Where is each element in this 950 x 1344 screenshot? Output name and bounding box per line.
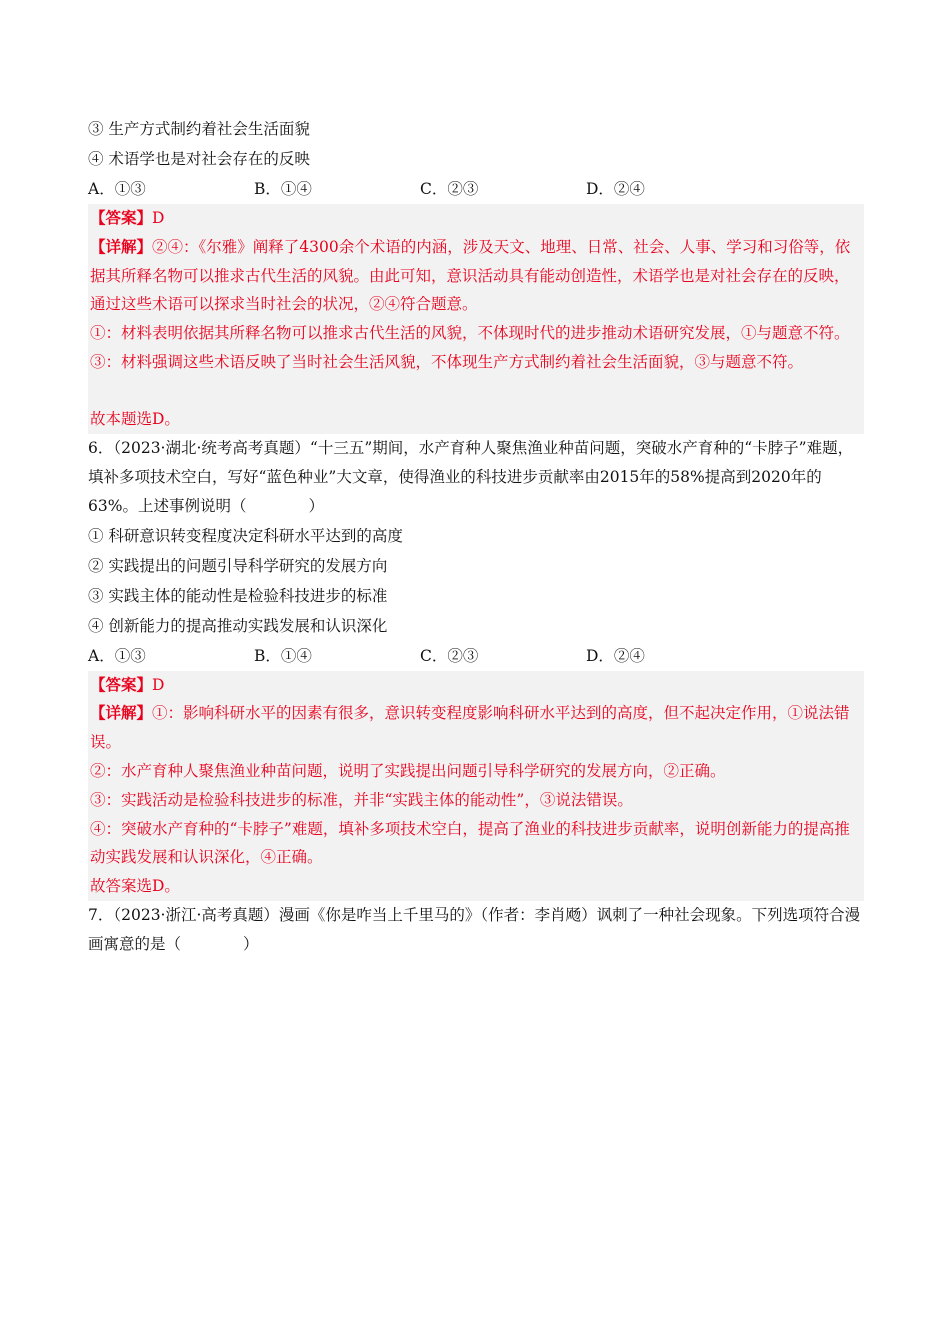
q5-options bbox=[88, 174, 864, 204]
q5-statement-3: ③ 生产方式制约着社会生活面貌 bbox=[88, 120, 310, 138]
q6-detail-p1: ①：影响科研水平的因素有很多，意识转变程度影响科研水平达到的高度，但不起决定作用，①说法错误。 bbox=[90, 704, 850, 752]
q7-stem: 7．（2023·浙江·高考真题）漫画《你是咋当上千里马的》（作者：李肖飏）讽刺了一种社会现象。下列选项符合漫画寓意的是（ ） bbox=[88, 905, 861, 953]
q5-statement-4: ④ 术语学也是对社会存在的反映 bbox=[88, 150, 310, 168]
q6-option-a: A．①③ bbox=[88, 646, 146, 665]
q6-statement-3: ③ 实践主体的能动性是检验科技进步的标准 bbox=[88, 586, 388, 605]
q5-option-c: C．②③ bbox=[420, 180, 479, 198]
q6-detail-p3: ③：实践活动是检验科技进步的标准，并非“实践主体的能动性”，③说法错误。 bbox=[90, 790, 633, 809]
q6-detail-p2: ②：水产育种人聚焦渔业种苗问题，说明了实践提出问题引导科学研究的发展方向，②正确。 bbox=[90, 761, 726, 780]
q6-detail-p4: ④：突破水产育种的“卡脖子”难题，填补多项技术空白，提高了渔业的科技进步贡献率，说明创新能力的提高推动实践发展和认识深化，④正确。 bbox=[90, 819, 850, 867]
q5-answer-label: 【答案】 bbox=[90, 208, 153, 227]
q6-option-d: D．②④ bbox=[586, 646, 645, 665]
q6-answer-value: D bbox=[152, 675, 165, 694]
q5-detail-p3: ③：材料强调这些术语反映了当时社会生活风貌，不体现生产方式制约着社会生活面貌，③与题意不符。 bbox=[90, 352, 804, 371]
q6-answer-label: 【答案】 bbox=[90, 674, 153, 694]
q6-stem: 6．（2023·湖北·统考高考真题）“十三五”期间，水产育种人聚焦渔业种苗问题，突破水产育种的“卡脖子”难题，填补多项技术空白，写好“蓝色种业”大文章，使得渔业的科技进步贡献率由2015年的58%提高到2020年的63%。上述事例说明（ ） bbox=[88, 438, 854, 515]
q6-statement-1: ① 科研意识转变程度决定科研水平达到的高度 bbox=[88, 526, 403, 545]
q6-conclusion: 故答案选D。 bbox=[90, 877, 180, 896]
q6-answer-block bbox=[88, 671, 864, 901]
q5-option-d: D．②④ bbox=[586, 180, 645, 198]
q6-options bbox=[88, 641, 864, 671]
q5-detail-p2: ①：材料表明依据其所释名物可以推求古代生活的风貌，不体现时代的进步推动术语研究发展，①与题意不符。 bbox=[90, 324, 850, 343]
q5-option-a: A．①③ bbox=[88, 180, 146, 198]
q5-answer-block bbox=[88, 204, 864, 434]
q5-conclusion: 故本题选D。 bbox=[90, 409, 180, 428]
q6-statement-2: ② 实践提出的问题引导科学研究的发展方向 bbox=[88, 556, 388, 575]
q5-answer-value: D bbox=[152, 209, 165, 227]
q6-statement-4: ④ 创新能力的提高推动实践发展和认识深化 bbox=[88, 616, 388, 635]
q5-blank-gap bbox=[90, 377, 862, 405]
q5-detail-p1: ②④：《尔雅》阐释了4300余个术语的内涵，涉及天文、地理、日常、社会、人事、学习和习俗等，依据其所释名物可以推求古代生活的风貌。由此可知，意识活动具有能动创造性，术语学也是对社会存在的反映，通过这些术语可以探求当时社会的状况，②④符合题意。 bbox=[90, 237, 851, 314]
document-page bbox=[88, 114, 864, 959]
q6-option-c: C．②③ bbox=[420, 646, 479, 665]
q5-option-b: B．①④ bbox=[254, 180, 312, 198]
q6-detail-label: 【详解】 bbox=[90, 703, 153, 723]
q6-option-b: B．①④ bbox=[254, 646, 312, 665]
q5-detail-label: 【详解】 bbox=[90, 236, 153, 256]
